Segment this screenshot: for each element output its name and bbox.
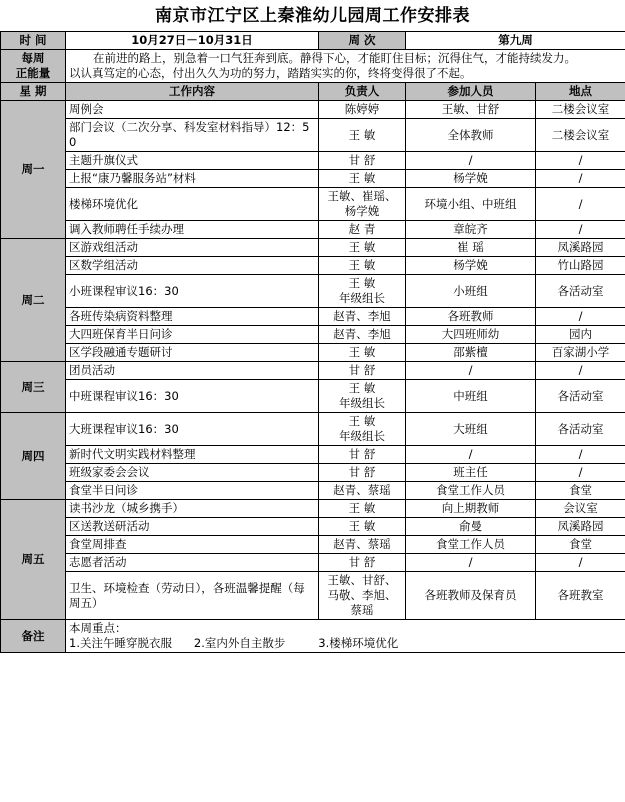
task-cell: 主题升旗仪式 [66,152,319,170]
header-row-time [1,32,625,50]
participants-cell: 各班教师及保育员 [406,572,536,620]
motto-label-line1: 每周 [21,51,45,65]
task-cell: 楼梯环境优化 [66,188,319,221]
place-cell: / [536,362,625,380]
task-cell: 周例会 [66,101,319,119]
participants-cell: / [406,152,536,170]
place-cell: 食堂 [536,482,625,500]
task-cell: 班级家委会会议 [66,464,319,482]
schedule-table [0,31,625,653]
task-cell: 区学段融通专题研讨 [66,344,319,362]
participants-cell: 班主任 [406,464,536,482]
task-cell: 小班课程审议16：30 [66,275,319,308]
participants-cell: 大班组 [406,413,536,446]
table-row [1,326,625,344]
table-row [1,572,625,620]
column-header-place: 地点 [536,83,625,101]
participants-cell: / [406,554,536,572]
column-header-participants: 参加人员 [406,83,536,101]
task-cell: 卫生、环境检查（劳动日），各班温馨提醒（每周五） [66,572,319,620]
task-cell: 读书沙龙（城乡携手） [66,500,319,518]
table-row [1,101,625,119]
participants-cell: 中班组 [406,380,536,413]
table-row [1,344,625,362]
day-label-cell: 周三 [1,362,66,413]
owner-cell: 王敏、崔瑶、杨学娩 [319,188,406,221]
owner-cell: 王 敏 年级组长 [319,275,406,308]
task-cell: 团员活动 [66,362,319,380]
participants-cell: 食堂工作人员 [406,482,536,500]
place-cell: 园内 [536,326,625,344]
page-title: 南京市江宁区上秦淮幼儿园周工作安排表 [155,6,470,26]
place-cell: 二楼会议室 [536,119,625,152]
schedule-table-body [1,32,625,653]
motto-text [66,50,625,83]
table-row [1,536,625,554]
header-row-motto [1,50,625,83]
motto-line-1: 在前进的路上，别急着一口气狂奔到底。静得下心，才能盯住目标；沉得住气，才能持续发力。 [93,51,576,65]
place-cell: 各活动室 [536,380,625,413]
participants-cell: 杨学娩 [406,257,536,275]
task-cell: 大四班保育半日问诊 [66,326,319,344]
table-row [1,170,625,188]
participants-cell: 杨学娩 [406,170,536,188]
participants-cell: / [406,362,536,380]
owner-cell: 王 敏 [319,119,406,152]
owner-cell: 王 敏 [319,239,406,257]
owner-cell: 王 敏 [319,500,406,518]
owner-cell: 赵青、蔡瑶 [319,482,406,500]
owner-cell: 王 敏 年级组长 [319,413,406,446]
time-value: 10月27日－10月31日 [66,32,319,50]
place-cell: 会议室 [536,500,625,518]
owner-cell: 甘 舒 [319,446,406,464]
notes-label: 备注 [1,620,66,653]
task-cell: 部门会议（二次分享、科发室材料指导）12：50 [66,119,319,152]
table-row [1,239,625,257]
place-cell: / [536,221,625,239]
week-label: 周 次 [319,32,406,50]
participants-cell: 小班组 [406,275,536,308]
owner-cell: 赵青、李旭 [319,326,406,344]
place-cell: / [536,152,625,170]
table-row [1,152,625,170]
task-cell: 大班课程审议16：30 [66,413,319,446]
table-row [1,221,625,239]
place-cell: 二楼会议室 [536,101,625,119]
place-cell: / [536,170,625,188]
place-cell: 凤溪路园 [536,518,625,536]
task-cell: 食堂半日问诊 [66,482,319,500]
table-row [1,518,625,536]
task-cell: 各班传染病资料整理 [66,308,319,326]
table-row [1,413,625,446]
table-row [1,119,625,152]
place-cell: / [536,464,625,482]
notes-line-2: 1.关注午睡穿脱衣服 2.室内外自主散步 3.楼梯环境优化 [69,636,399,650]
table-row [1,482,625,500]
table-row [1,464,625,482]
motto-label [1,50,66,83]
participants-cell: 王敏、甘舒 [406,101,536,119]
owner-cell: 王 敏 [319,257,406,275]
place-cell: 百家湖小学 [536,344,625,362]
task-cell: 上报“康乃馨服务站”材料 [66,170,319,188]
notes-row [1,620,625,653]
table-row [1,275,625,308]
task-cell: 食堂周排查 [66,536,319,554]
owner-cell: 甘 舒 [319,152,406,170]
participants-cell: 食堂工作人员 [406,536,536,554]
day-label-cell: 周四 [1,413,66,500]
notes-line-1: 本周重点： [69,621,127,635]
place-cell: 各活动室 [536,275,625,308]
column-header-owner: 负责人 [319,83,406,101]
place-cell: / [536,554,625,572]
motto-line-2: 以认真笃定的心态，付出久久为功的努力，踏踏实实的你，终将变得很了不起。 [69,66,472,80]
owner-cell: 赵 青 [319,221,406,239]
place-cell: / [536,188,625,221]
place-cell: 凤溪路园 [536,239,625,257]
table-row [1,362,625,380]
notes-text [66,620,625,653]
participants-cell: 邵紫檀 [406,344,536,362]
task-cell: 调入教师聘任手续办理 [66,221,319,239]
column-header-row [1,83,625,101]
owner-cell: 王 敏 [319,170,406,188]
day-label-cell: 周五 [1,500,66,620]
participants-cell: 全体教师 [406,119,536,152]
day-label-cell: 周一 [1,101,66,239]
owner-cell: 王 敏 [319,344,406,362]
time-label: 时 间 [1,32,66,50]
owner-cell: 赵青、李旭 [319,308,406,326]
participants-cell: 环境小组、中班组 [406,188,536,221]
place-cell: 各活动室 [536,413,625,446]
column-header-task: 工作内容 [66,83,319,101]
participants-cell: 向上期教师 [406,500,536,518]
place-cell: 食堂 [536,536,625,554]
task-cell: 新时代文明实践材料整理 [66,446,319,464]
participants-cell: 章皖齐 [406,221,536,239]
owner-cell: 甘 舒 [319,362,406,380]
owner-cell: 甘 舒 [319,554,406,572]
task-cell: 区游戏组活动 [66,239,319,257]
task-cell: 中班课程审议16：30 [66,380,319,413]
place-cell: 各班教室 [536,572,625,620]
task-cell: 区送教送研活动 [66,518,319,536]
table-row [1,257,625,275]
table-row [1,188,625,221]
table-row [1,380,625,413]
task-cell: 区数学组活动 [66,257,319,275]
participants-cell: 大四班师幼 [406,326,536,344]
owner-cell: 王 敏 [319,518,406,536]
motto-label-line2: 正能量 [15,66,51,80]
table-row [1,500,625,518]
participants-cell: 各班教师 [406,308,536,326]
owner-cell: 陈婷婷 [319,101,406,119]
place-cell: 竹山路园 [536,257,625,275]
week-value: 第九周 [406,32,625,50]
column-header-day: 星 期 [1,83,66,101]
owner-cell: 王 敏 年级组长 [319,380,406,413]
table-row [1,446,625,464]
participants-cell: 崔 瑶 [406,239,536,257]
owner-cell: 王敏、甘舒、马敬、李旭、蔡瑶 [319,572,406,620]
task-cell: 志愿者活动 [66,554,319,572]
owner-cell: 甘 舒 [319,464,406,482]
place-cell: / [536,446,625,464]
participants-cell: / [406,446,536,464]
owner-cell: 赵青、蔡瑶 [319,536,406,554]
table-row [1,308,625,326]
day-label-cell: 周二 [1,239,66,362]
table-row [1,554,625,572]
participants-cell: 俞曼 [406,518,536,536]
place-cell: / [536,308,625,326]
